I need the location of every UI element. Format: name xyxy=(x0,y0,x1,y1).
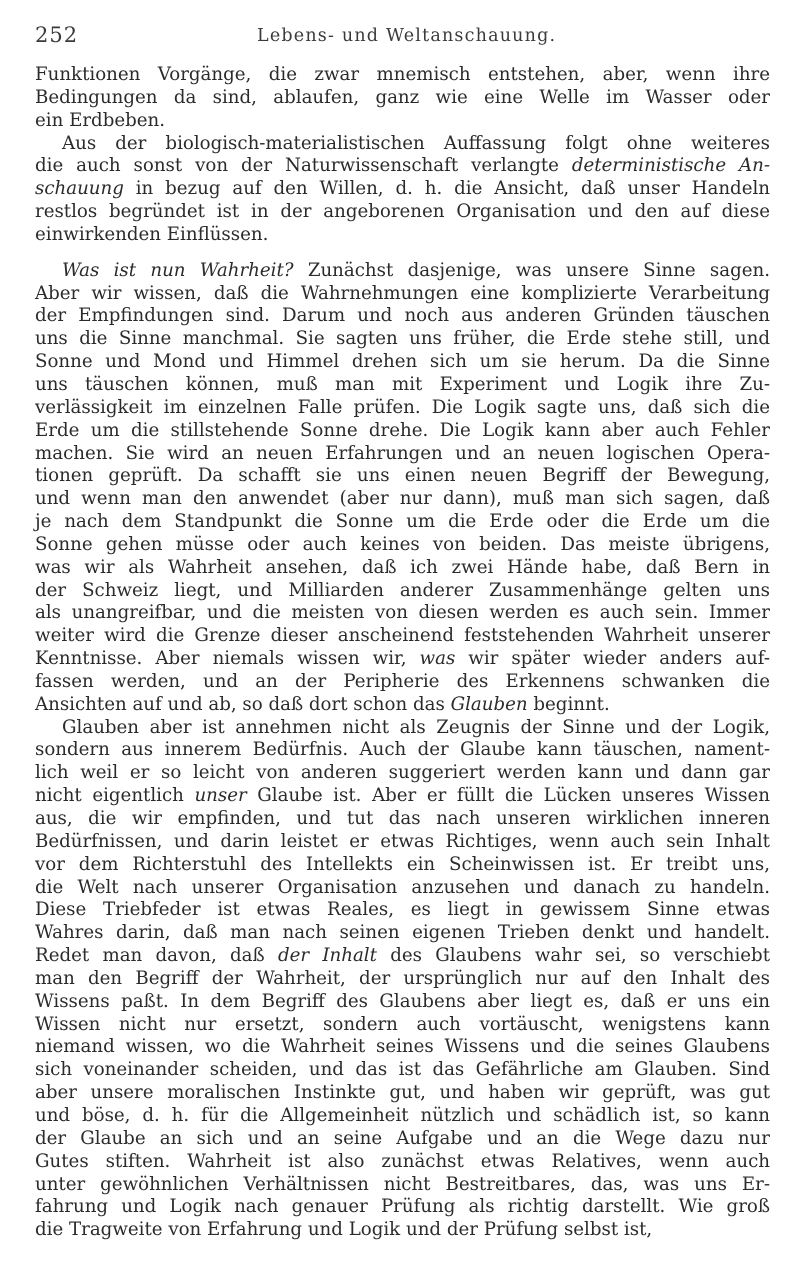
text-segment: Erde um die stillstehende Sonne drehe. Die Logik kann aber auch Fehler xyxy=(35,419,770,441)
text-line xyxy=(35,762,770,785)
text-line xyxy=(35,155,770,178)
text-line xyxy=(35,178,770,201)
text-segment: die auch sonst von der Naturwissenschaft verlangte xyxy=(35,155,572,177)
text-line xyxy=(35,1082,770,1105)
body-text xyxy=(35,64,770,1242)
text-line xyxy=(35,511,770,534)
text-segment: unter gewöhnlichen Verhältnissen nicht Bestreitbares, das, was uns Er- xyxy=(35,1173,770,1195)
text-segment: einwirkenden Einflüssen. xyxy=(35,223,269,245)
text-line xyxy=(35,397,770,420)
text-segment: als unangreifbar, und die meisten von diesen werden es auch sein. Immer xyxy=(35,602,770,624)
emphasis-text: schauung xyxy=(35,178,124,200)
text-segment: Zunächst dasjenige, was unsere Sinne sagen. xyxy=(293,259,770,281)
text-line xyxy=(35,201,770,224)
paragraph-gap xyxy=(35,247,770,260)
text-segment: und wenn man den anwendet (aber nur dann), muß man sich sagen, daß xyxy=(35,488,770,510)
text-segment: je nach dem Standpunkt die Sonne um die Erde oder die Erde um die xyxy=(35,511,770,533)
text-segment: Redet man davon, daß xyxy=(35,945,278,967)
emphasis-text: unser xyxy=(194,785,247,807)
text-segment: Gutes stiften. Wahrheit ist also zunächst etwas Relatives, wenn auch xyxy=(35,1150,770,1172)
book-page xyxy=(35,0,770,1272)
text-segment: Kenntnisse. Aber niemals wissen wir, xyxy=(35,648,420,670)
text-segment: man den Begriff der Wahrheit, der ursprünglich nur auf den Inhalt des xyxy=(35,967,770,989)
text-segment: der Glaube an sich und an seine Aufgabe und an die Wege dazu nur xyxy=(35,1127,770,1149)
text-line xyxy=(35,1151,770,1174)
text-line xyxy=(35,1036,770,1059)
text-line xyxy=(35,110,770,133)
text-segment: vor dem Richterstuhl des Intellekts ein Scheinwissen ist. Er treibt uns, xyxy=(35,853,770,875)
text-line xyxy=(35,854,770,877)
text-segment: fassen werden, und an der Peripherie des Erkennens schwanken die xyxy=(35,670,770,692)
running-head xyxy=(35,23,770,49)
text-line xyxy=(35,557,770,580)
emphasis-text: deterministische An- xyxy=(571,155,771,177)
text-segment: Bedürfnissen, und darin leistet er etwas Richtiges, wenn auch sein Inhalt xyxy=(35,830,770,852)
text-segment: des Glaubens wahr sei, so verschiebt xyxy=(376,945,770,967)
text-line xyxy=(35,443,770,466)
text-segment: machen. Sie wird an neuen Erfahrungen und an neuen logischen Opera- xyxy=(35,442,770,464)
text-segment: Aber wir wissen, daß die Wahrnehmungen eine komplizierte Verarbeitung xyxy=(35,282,770,304)
text-segment: fahrung und Logik nach genauer Prüfung als richtig darstellt. Wie groß xyxy=(35,1196,770,1218)
text-line xyxy=(35,968,770,991)
text-segment: aber unsere moralischen Instinkte gut, und haben wir geprüft, was gut xyxy=(35,1082,770,1104)
emphasis-text: Glauben xyxy=(450,693,528,715)
text-line xyxy=(35,64,770,87)
text-line xyxy=(35,602,770,625)
text-line xyxy=(35,625,770,648)
text-line xyxy=(35,1196,770,1219)
emphasis-text: was xyxy=(419,648,456,670)
text-line xyxy=(35,351,770,374)
text-segment: Wissen nicht nur ersetzt, sondern auch vortäuscht, wenigstens kann xyxy=(35,1013,770,1035)
text-line xyxy=(35,899,770,922)
emphasis-text: der Inhalt xyxy=(277,945,377,967)
text-line xyxy=(35,1059,770,1082)
text-segment: ein Erdbeben. xyxy=(35,109,165,131)
text-line xyxy=(35,945,770,968)
text-line xyxy=(35,224,770,247)
text-line xyxy=(35,420,770,443)
emphasis-text: Was ist nun Wahrheit? xyxy=(62,259,294,281)
text-line xyxy=(35,648,770,671)
text-segment: Sonne und Mond und Himmel drehen sich um sie herum. Da die Sinne xyxy=(35,351,770,373)
text-segment: Funktionen Vorgänge, die zwar mnemisch entstehen, aber, wenn ihre xyxy=(35,64,770,85)
text-line xyxy=(35,488,770,511)
text-segment: aus, die wir empfinden, und tut das nach unseren wirklichen inneren xyxy=(35,808,770,829)
text-segment: Wissens paßt. In dem Begriff des Glaubens aber liegt es, daß er uns ein xyxy=(35,990,770,1012)
text-segment: sondern aus innerem Bedürfnis. Auch der Glaube kann täuschen, nament- xyxy=(35,739,770,761)
text-line xyxy=(35,922,770,945)
paragraph xyxy=(35,133,770,247)
text-line xyxy=(35,260,770,283)
text-line xyxy=(35,877,770,900)
text-segment: in bezug auf den Willen, d. h. die Ansicht, daß unser Handeln xyxy=(123,178,770,200)
text-line xyxy=(35,991,770,1014)
text-line xyxy=(35,808,770,831)
text-segment: niemand wissen, wo die Wahrheit seines Wissens und die seines Glaubens xyxy=(35,1036,770,1058)
text-line xyxy=(35,1014,770,1037)
text-segment: restlos begründet ist in der angeborenen Organisation und den auf diese xyxy=(35,201,770,223)
text-line xyxy=(35,671,770,694)
text-segment: nicht eigentlich xyxy=(35,785,195,807)
text-segment: Ansichten auf und ab, so daß dort schon das xyxy=(35,693,451,715)
text-segment: wir später wieder anders auf- xyxy=(455,648,770,670)
paragraph xyxy=(35,717,770,1242)
text-segment: Diese Triebfeder ist etwas Reales, es liegt in gewissem Sinne etwas xyxy=(35,899,770,921)
text-line xyxy=(35,1105,770,1128)
text-segment: weiter wird die Grenze dieser anscheinend feststehenden Wahrheit unserer xyxy=(35,625,770,647)
text-segment: sich voneinander scheiden, und das ist das Gefährliche am Glauben. Sind xyxy=(35,1059,770,1081)
text-line xyxy=(35,328,770,351)
text-line xyxy=(35,465,770,488)
paragraph xyxy=(35,64,770,133)
text-line xyxy=(35,739,770,762)
text-line xyxy=(35,133,770,156)
page-number: 252 xyxy=(35,23,79,47)
text-segment: Sonne gehen müsse oder auch keines von beiden. Das meiste übrigens, xyxy=(35,533,770,555)
text-segment: was wir als Wahrheit ansehen, daß ich zwei Hände habe, daß Bern in xyxy=(35,556,770,578)
text-line xyxy=(35,283,770,306)
text-segment: die Tragweite von Erfahrung und Logik und der Prüfung selbst ist, xyxy=(35,1219,653,1241)
text-line xyxy=(35,717,770,740)
text-line xyxy=(35,305,770,328)
running-title: Lebens- und Weltanschauung. xyxy=(257,26,557,46)
text-segment: Aus der biologisch-materialistischen Auffassung folgt ohne weiteres xyxy=(62,132,770,154)
text-line xyxy=(35,580,770,603)
text-segment: tionen geprüft. Da schafft sie uns einen neuen Begriff der Bewegung, xyxy=(35,465,770,487)
text-segment: Glauben aber ist annehmen nicht als Zeugnis der Sinne und der Logik, xyxy=(62,716,770,738)
text-line xyxy=(35,831,770,854)
text-line xyxy=(35,694,770,717)
text-segment: lich weil er so leicht von anderen suggeriert werden kann und dann gar xyxy=(35,762,770,784)
text-line xyxy=(35,87,770,110)
text-line xyxy=(35,1128,770,1151)
text-segment: verlässigkeit im einzelnen Falle prüfen. Die Logik sagte uns, daß sich die xyxy=(35,396,770,418)
text-line xyxy=(35,1174,770,1197)
text-segment: uns täuschen können, muß man mit Experiment und Logik ihre Zu- xyxy=(35,373,770,395)
text-segment: Bedingungen da sind, ablaufen, ganz wie eine Welle im Wasser oder xyxy=(35,86,770,108)
text-segment: der Empfindungen sind. Darum und noch aus anderen Gründen täuschen xyxy=(35,305,770,327)
text-segment: uns die Sinne manchmal. Sie sagten uns früher, die Erde stehe still, und xyxy=(35,328,770,350)
text-segment: der Schweiz liegt, und Milliarden anderer Zusammenhänge gelten uns xyxy=(35,579,770,601)
text-line xyxy=(35,785,770,808)
text-segment: und böse, d. h. für die Allgemeinheit nützlich und schädlich ist, so kann xyxy=(35,1104,770,1126)
text-segment: Wahres darin, daß man nach seinen eigenen Trieben denkt und handelt. xyxy=(35,922,770,944)
paragraph xyxy=(35,260,770,717)
text-line xyxy=(35,1219,770,1242)
text-line xyxy=(35,374,770,397)
text-line xyxy=(35,534,770,557)
text-segment: beginnt. xyxy=(527,693,610,715)
text-segment: Glaube ist. Aber er füllt die Lücken unseres Wissen xyxy=(246,785,770,807)
text-segment: die Welt nach unserer Organisation anzusehen und danach zu handeln. xyxy=(35,876,770,898)
